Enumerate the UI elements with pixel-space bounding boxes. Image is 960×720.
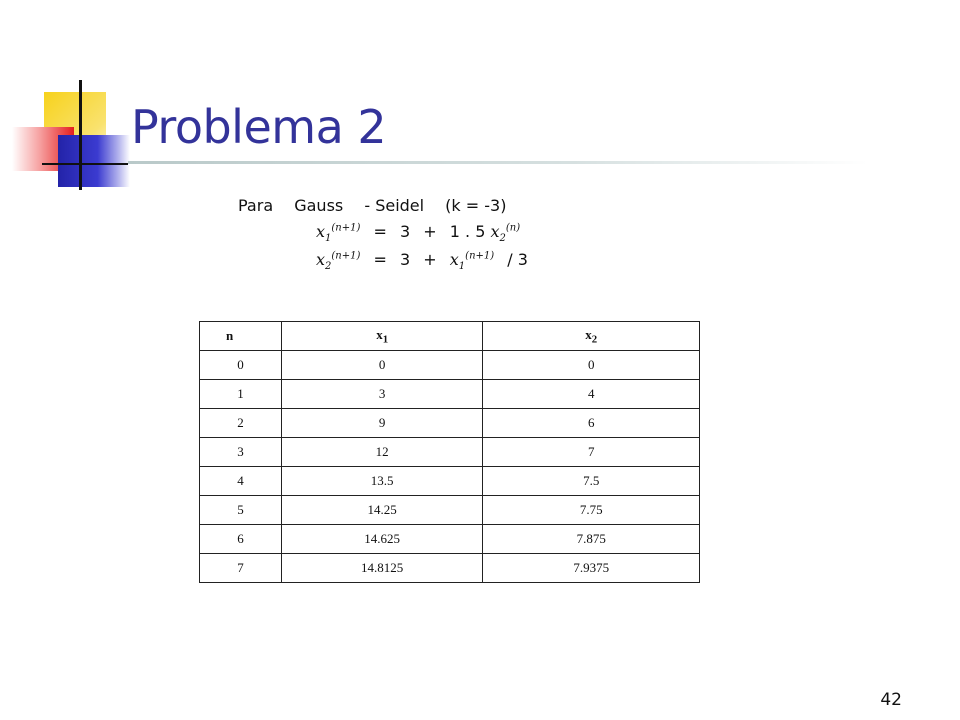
cell-x1: 14.25 — [281, 496, 483, 525]
eq1-lhs-sup: (n+1) — [331, 222, 361, 234]
cell-x2: 0 — [483, 351, 700, 380]
table-row — [200, 351, 700, 380]
table-row — [200, 409, 700, 438]
header-x2-sub: 2 — [591, 333, 598, 346]
cell-x1: 14.625 — [281, 525, 483, 554]
table-row — [200, 438, 700, 467]
header-word-gauss: Gauss — [294, 196, 344, 215]
iteration-table — [199, 321, 700, 583]
cell-n: 2 — [200, 409, 282, 438]
eq1-lhs-var: x — [316, 222, 326, 241]
eq1-rhs-var: x — [490, 222, 500, 241]
equation-x2 — [316, 250, 538, 278]
cell-n: 3 — [200, 438, 282, 467]
cell-n: 7 — [200, 554, 282, 583]
cell-x1: 14.8125 — [281, 554, 483, 583]
header-word-para: Para — [238, 196, 274, 215]
eq2-equals: = — [373, 250, 387, 269]
eq2-rhs-var: x — [449, 250, 459, 269]
cell-x2: 6 — [483, 409, 700, 438]
header-n: n — [200, 322, 282, 351]
cell-x2: 7.5 — [483, 467, 700, 496]
cell-x2: 7.9375 — [483, 554, 700, 583]
table-row — [200, 554, 700, 583]
cell-x1: 9 — [281, 409, 483, 438]
cell-x2: 7.875 — [483, 525, 700, 554]
eq1-rhs-sub: 2 — [499, 233, 506, 245]
cell-x2: 4 — [483, 380, 700, 409]
cell-n: 4 — [200, 467, 282, 496]
cell-n: 0 — [200, 351, 282, 380]
cell-n: 6 — [200, 525, 282, 554]
eq2-plus: + — [423, 250, 437, 269]
eq2-lhs-var: x — [316, 250, 326, 269]
cell-x1: 0 — [281, 351, 483, 380]
eq1-plus: + — [423, 222, 437, 241]
table-row — [200, 525, 700, 554]
table-row — [200, 467, 700, 496]
eq2-rhs-sub: 1 — [458, 261, 466, 273]
equation-x1 — [316, 222, 538, 250]
eq1-coef: 1 . 5 — [449, 222, 486, 241]
header-x1-sub: 1 — [382, 333, 389, 346]
cell-x1: 3 — [281, 380, 483, 409]
header-word-k: (k = -3) — [445, 196, 507, 215]
header-x2-var: x — [585, 326, 592, 342]
header-x2 — [483, 322, 700, 351]
header-word-seidel: - Seidel — [364, 196, 425, 215]
page-number: 42 — [880, 690, 902, 710]
eq2-lhs-sup: (n+1) — [331, 250, 361, 262]
table-row — [200, 380, 700, 409]
logo-horizontal-line — [42, 163, 128, 165]
title-underline — [128, 161, 868, 164]
equation-header — [238, 196, 538, 222]
slide-title: Problema 2 — [131, 100, 387, 154]
eq1-lhs-sub: 1 — [325, 233, 332, 245]
table-row — [200, 496, 700, 525]
header-x1 — [281, 322, 483, 351]
cell-x2: 7.75 — [483, 496, 700, 525]
cell-x2: 7 — [483, 438, 700, 467]
eq2-lhs-sub: 2 — [325, 261, 332, 273]
equation-block — [238, 196, 538, 278]
table-header-row — [200, 322, 700, 351]
logo-vertical-line — [79, 80, 82, 190]
cell-x1: 12 — [281, 438, 483, 467]
logo-blue-square — [58, 135, 130, 187]
eq2-const: 3 — [399, 250, 411, 269]
header-x1-var: x — [376, 326, 383, 342]
eq1-const: 3 — [399, 222, 411, 241]
cell-n: 1 — [200, 380, 282, 409]
cell-x1: 13.5 — [281, 467, 483, 496]
cell-n: 5 — [200, 496, 282, 525]
eq2-tail: / 3 — [507, 250, 528, 269]
eq2-rhs-sup: (n+1) — [465, 250, 495, 262]
eq1-equals: = — [373, 222, 387, 241]
eq1-rhs-sup: (n) — [505, 222, 521, 234]
